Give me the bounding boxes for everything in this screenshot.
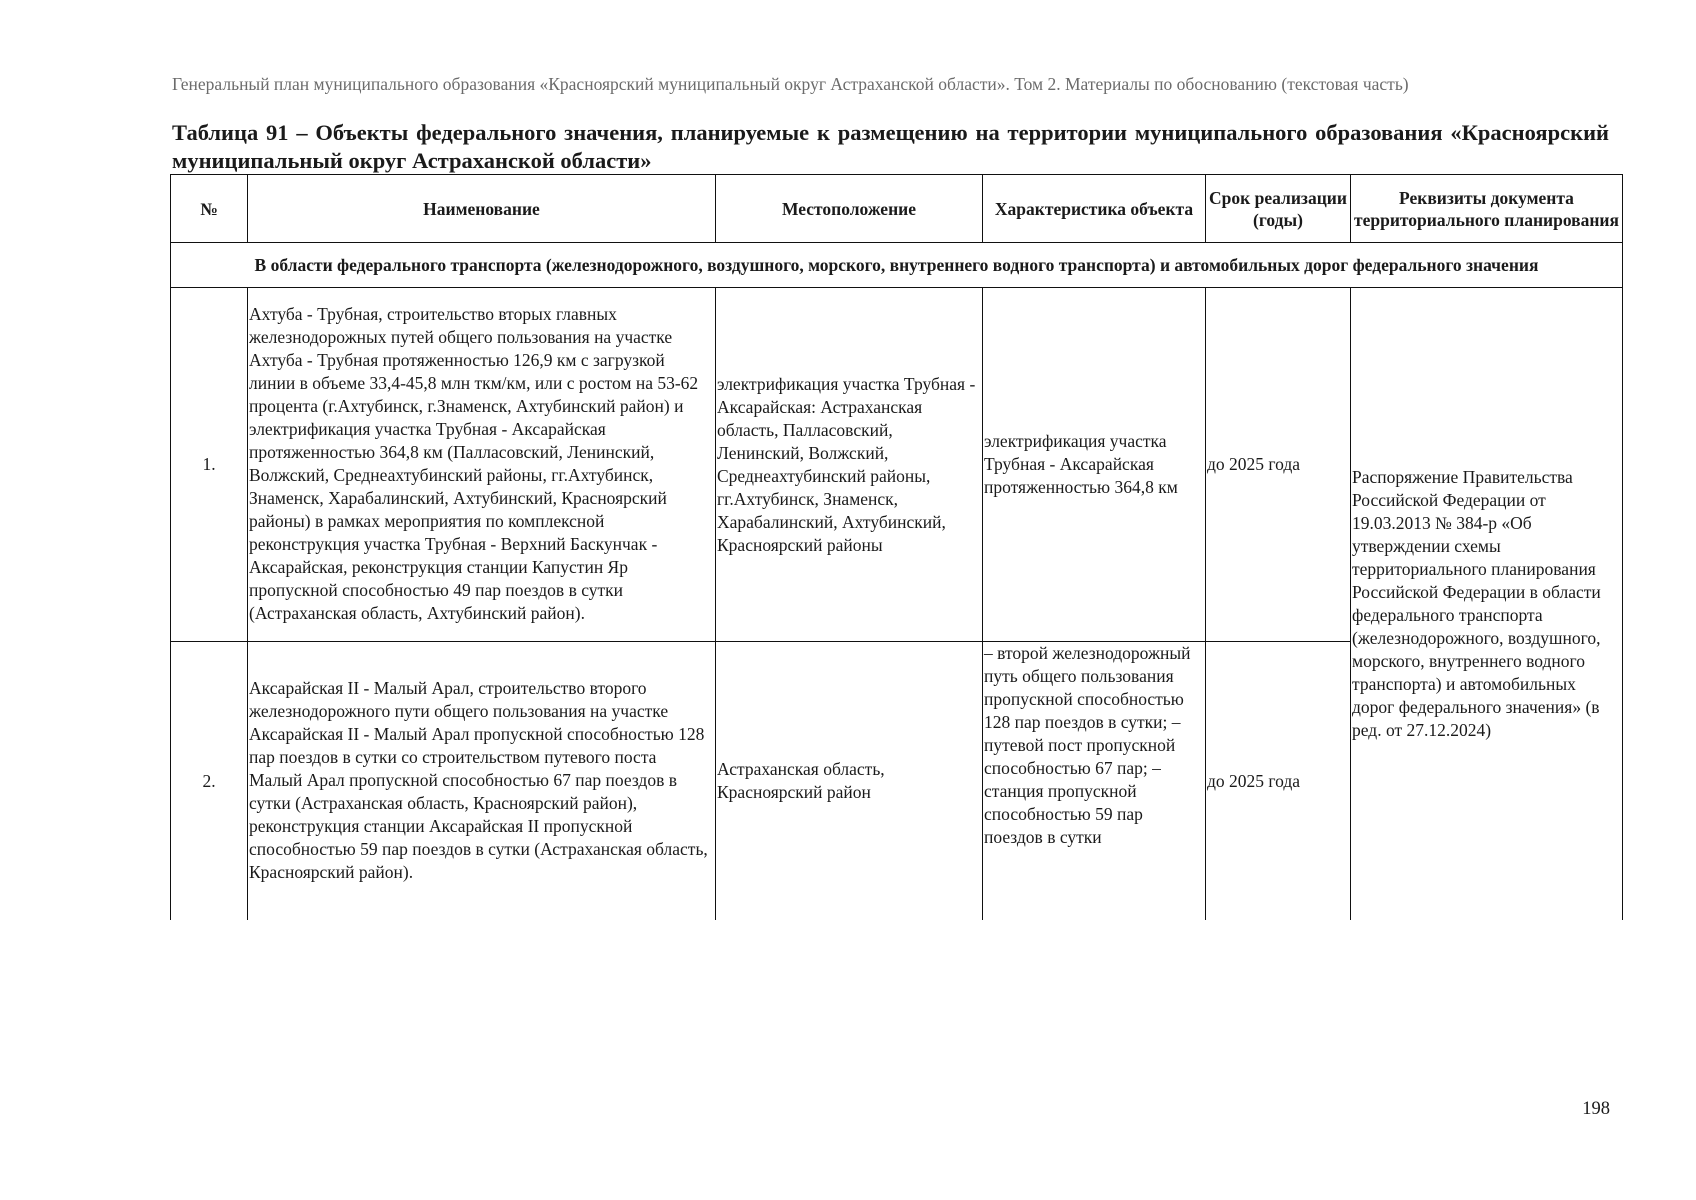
- row-num: 2.: [171, 642, 248, 921]
- header-location: Местоположение: [716, 175, 983, 243]
- federal-objects-table: [170, 174, 1623, 920]
- row-basis-document: Распоряжение Правительства Российской Федерации от 19.03.2013 № 384-р «Об утверждении схемы территориального планирования Российской Федерации в области федерального транспорта (железнодорожного, воздушного, морского, внутреннего водного транспорта) и автомобильных дорог федерального значения» (в ред. от 27.12.2024): [1351, 288, 1623, 921]
- section-row: [171, 243, 1623, 288]
- row-name: Ахтуба - Трубная, строительство вторых главных железнодорожных путей общего пользования на участке Ахтуба - Трубная протяженностью 126,9 км с загрузкой линии в объеме 33,4-45,8 млн ткм/км, или с ростом на 53-62 процента (г.Ахтубинск, г.Знаменск, Ахтубинский район) и электрификация участка Трубная - Аксарайская протяженностью 364,8 км (Палласовский, Ленинский, Волжский, Среднеахтубинский районы, гг.Ахтубинск, Знаменск, Харабалинский, Ахтубинский, Красноярский районы) в рамках мероприятия по комплексной реконструкция участка Трубная - Верхний Баскунчак - Аксарайская, реконструкция станции Капустин Яр пропускной способностью 49 пар поездов в сутки (Астраханская область, Ахтубинский район).: [248, 288, 716, 642]
- table-row: [171, 288, 1623, 642]
- header-characteristic: Характеристика объекта: [983, 175, 1206, 243]
- header-term: Срок реализации (годы): [1206, 175, 1351, 243]
- row-location: Астраханская область, Красноярский район: [716, 642, 983, 921]
- section-title: В области федерального транспорта (железнодорожного, воздушного, морского, внутреннего водного транспорта) и автомобильных дорог федерального значения: [171, 243, 1623, 288]
- header-basis: Реквизиты документа территориального планирования: [1351, 175, 1623, 243]
- table-header-row: [171, 175, 1623, 243]
- row-characteristic: – второй железнодорожный путь общего пользования пропускной способностью 128 пар поездов в сутки; – путевой пост пропускной способностью 67 пар; – станция пропускной способностью 59 пар поездов в сутки: [983, 642, 1206, 921]
- header-name: Наименование: [248, 175, 716, 243]
- row-num: 1.: [171, 288, 248, 642]
- row-term: до 2025 года: [1206, 642, 1351, 921]
- row-characteristic: электрификация участка Трубная - Аксарайская протяженностью 364,8 км: [983, 288, 1206, 642]
- header-num: №: [171, 175, 248, 243]
- table-caption: Таблица 91 – Объекты федерального значения, планируемые к размещению на территории муниципального образования «Красноярский муниципальный округ Астраханской области»: [172, 120, 1609, 173]
- row-location: электрификация участка Трубная - Аксарайская: Астраханская область, Палласовский, Ленинский, Волжский, Среднеахтубинский районы, гг.Ахтубинск, Знаменск, Харабалинский, Ахтубинский, Красноярский районы: [716, 288, 983, 642]
- running-header: Генеральный план муниципального образования «Красноярский муниципальный округ Астраханской области». Том 2. Материалы по обоснованию (текстовая часть): [172, 74, 1409, 94]
- page-number: 198: [1582, 1099, 1610, 1119]
- row-name: Аксарайская II - Малый Арал, строительство второго железнодорожного пути общего пользования на участке Аксарайская II - Малый Арал пропускной способностью 128 пар поездов в сутки со строительством путевого поста Малый Арал пропускной способностью 67 пар поездов в сутки (Астраханская область, Красноярский район), реконструкция станции Аксарайская II пропускной способностью 59 пар поездов в сутки (Астраханская область, Красноярский район).: [248, 642, 716, 921]
- row-term: до 2025 года: [1206, 288, 1351, 642]
